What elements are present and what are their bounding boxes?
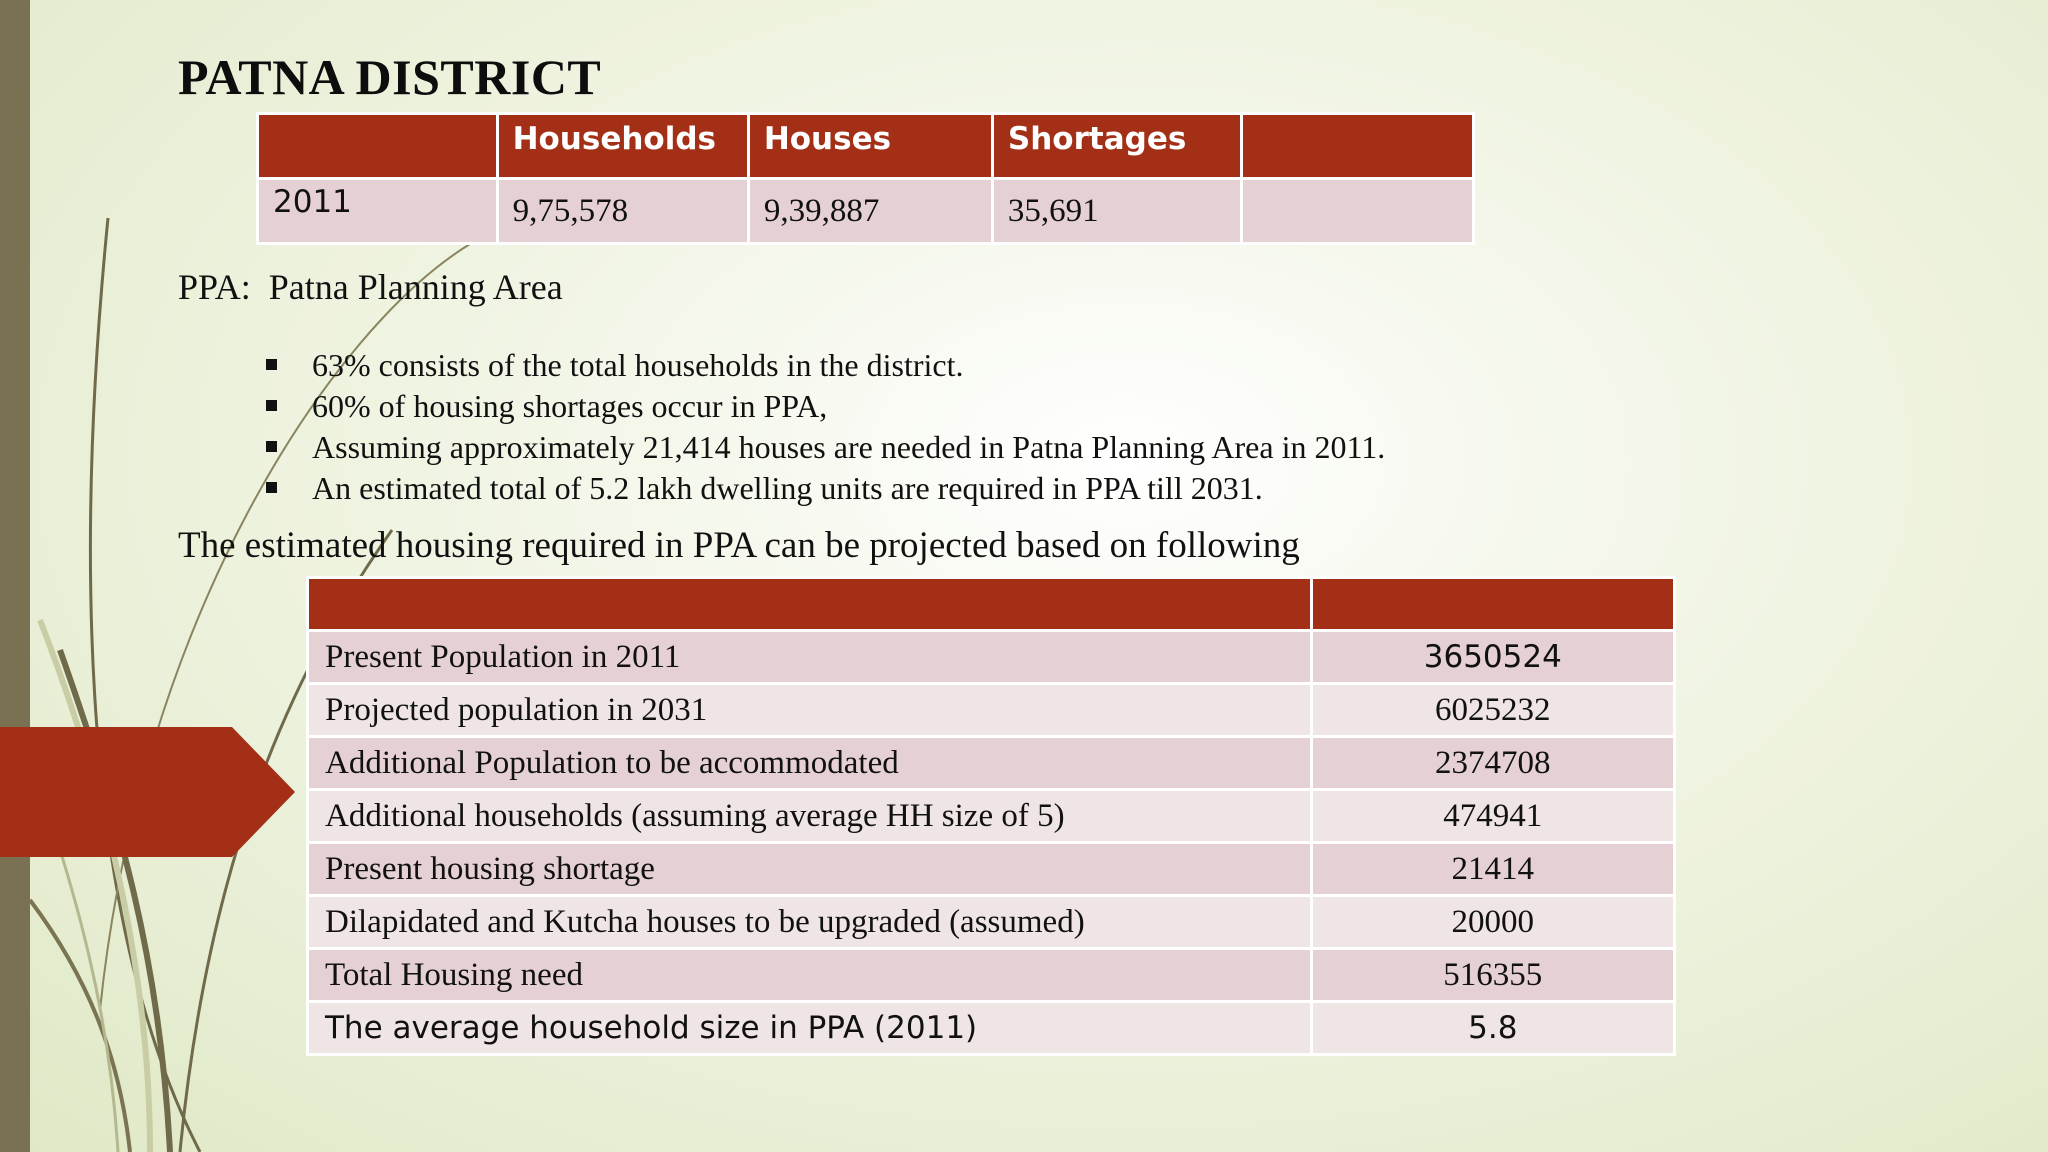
red-arrow-tab <box>0 727 295 857</box>
ppa-heading: PPA: Patna Planning Area <box>178 267 563 307</box>
list-item <box>262 468 1385 509</box>
table-cell <box>1241 179 1473 244</box>
bullet-square-icon <box>266 359 277 370</box>
table-header-row <box>258 114 1474 179</box>
table-row <box>258 179 1474 244</box>
district-table <box>256 112 1475 245</box>
row-label: The average household size in PPA (2011) <box>308 1002 1312 1055</box>
row-value: 3650524 <box>1311 631 1674 684</box>
table-header-row <box>308 578 1675 631</box>
table-cell: 35,691 <box>992 179 1241 244</box>
table-row <box>308 631 1675 684</box>
table-row <box>308 949 1675 1002</box>
bullet-list <box>262 345 1385 509</box>
bullet-square-icon <box>266 400 277 411</box>
table-row <box>308 843 1675 896</box>
projection-lead-text: The estimated housing required in PPA can be projected based on following <box>178 525 1300 566</box>
row-label: Present housing shortage <box>308 843 1312 896</box>
table-header-cell: Shortages <box>992 114 1241 179</box>
table-cell: 9,75,578 <box>497 179 748 244</box>
list-item-text: Assuming approximately 21,414 houses are needed in Patna Planning Area in 2011. <box>312 429 1386 465</box>
table-row <box>308 1002 1675 1055</box>
row-value: 5.8 <box>1311 1002 1674 1055</box>
row-label: Present Population in 2011 <box>308 631 1312 684</box>
table-cell: 9,39,887 <box>748 179 992 244</box>
row-value: 20000 <box>1311 896 1674 949</box>
table-row <box>308 684 1675 737</box>
list-item-text: 63% consists of the total households in the district. <box>312 347 964 383</box>
row-value: 2374708 <box>1311 737 1674 790</box>
list-item-text: An estimated total of 5.2 lakh dwelling units are required in PPA till 2031. <box>312 470 1263 506</box>
bullet-square-icon <box>266 441 277 452</box>
table-header-cell: Households <box>497 114 748 179</box>
row-value: 6025232 <box>1311 684 1674 737</box>
row-label: Projected population in 2031 <box>308 684 1312 737</box>
row-value: 474941 <box>1311 790 1674 843</box>
row-label: Additional Population to be accommodated <box>308 737 1312 790</box>
page-title: PATNA DISTRICT <box>178 49 602 105</box>
table-header-cell <box>1241 114 1473 179</box>
row-label: Additional households (assuming average HH size of 5) <box>308 790 1312 843</box>
row-label: Total Housing need <box>308 949 1312 1002</box>
table-header-cell: Houses <box>748 114 992 179</box>
table-row <box>308 896 1675 949</box>
list-item <box>262 427 1385 468</box>
list-item <box>262 386 1385 427</box>
list-item-text: 60% of housing shortages occur in PPA, <box>312 388 828 424</box>
table-header-cell <box>1311 578 1674 631</box>
row-label: Dilapidated and Kutcha houses to be upgraded (assumed) <box>308 896 1312 949</box>
projection-table <box>306 576 1676 1056</box>
table-row <box>308 737 1675 790</box>
bullet-square-icon <box>266 482 277 493</box>
table-row <box>308 790 1675 843</box>
row-value: 21414 <box>1311 843 1674 896</box>
list-item <box>262 345 1385 386</box>
row-value: 516355 <box>1311 949 1674 1002</box>
table-header-cell <box>258 114 498 179</box>
swoosh-line <box>90 218 200 1152</box>
table-cell: 2011 <box>258 179 498 244</box>
table-header-cell <box>308 578 1312 631</box>
